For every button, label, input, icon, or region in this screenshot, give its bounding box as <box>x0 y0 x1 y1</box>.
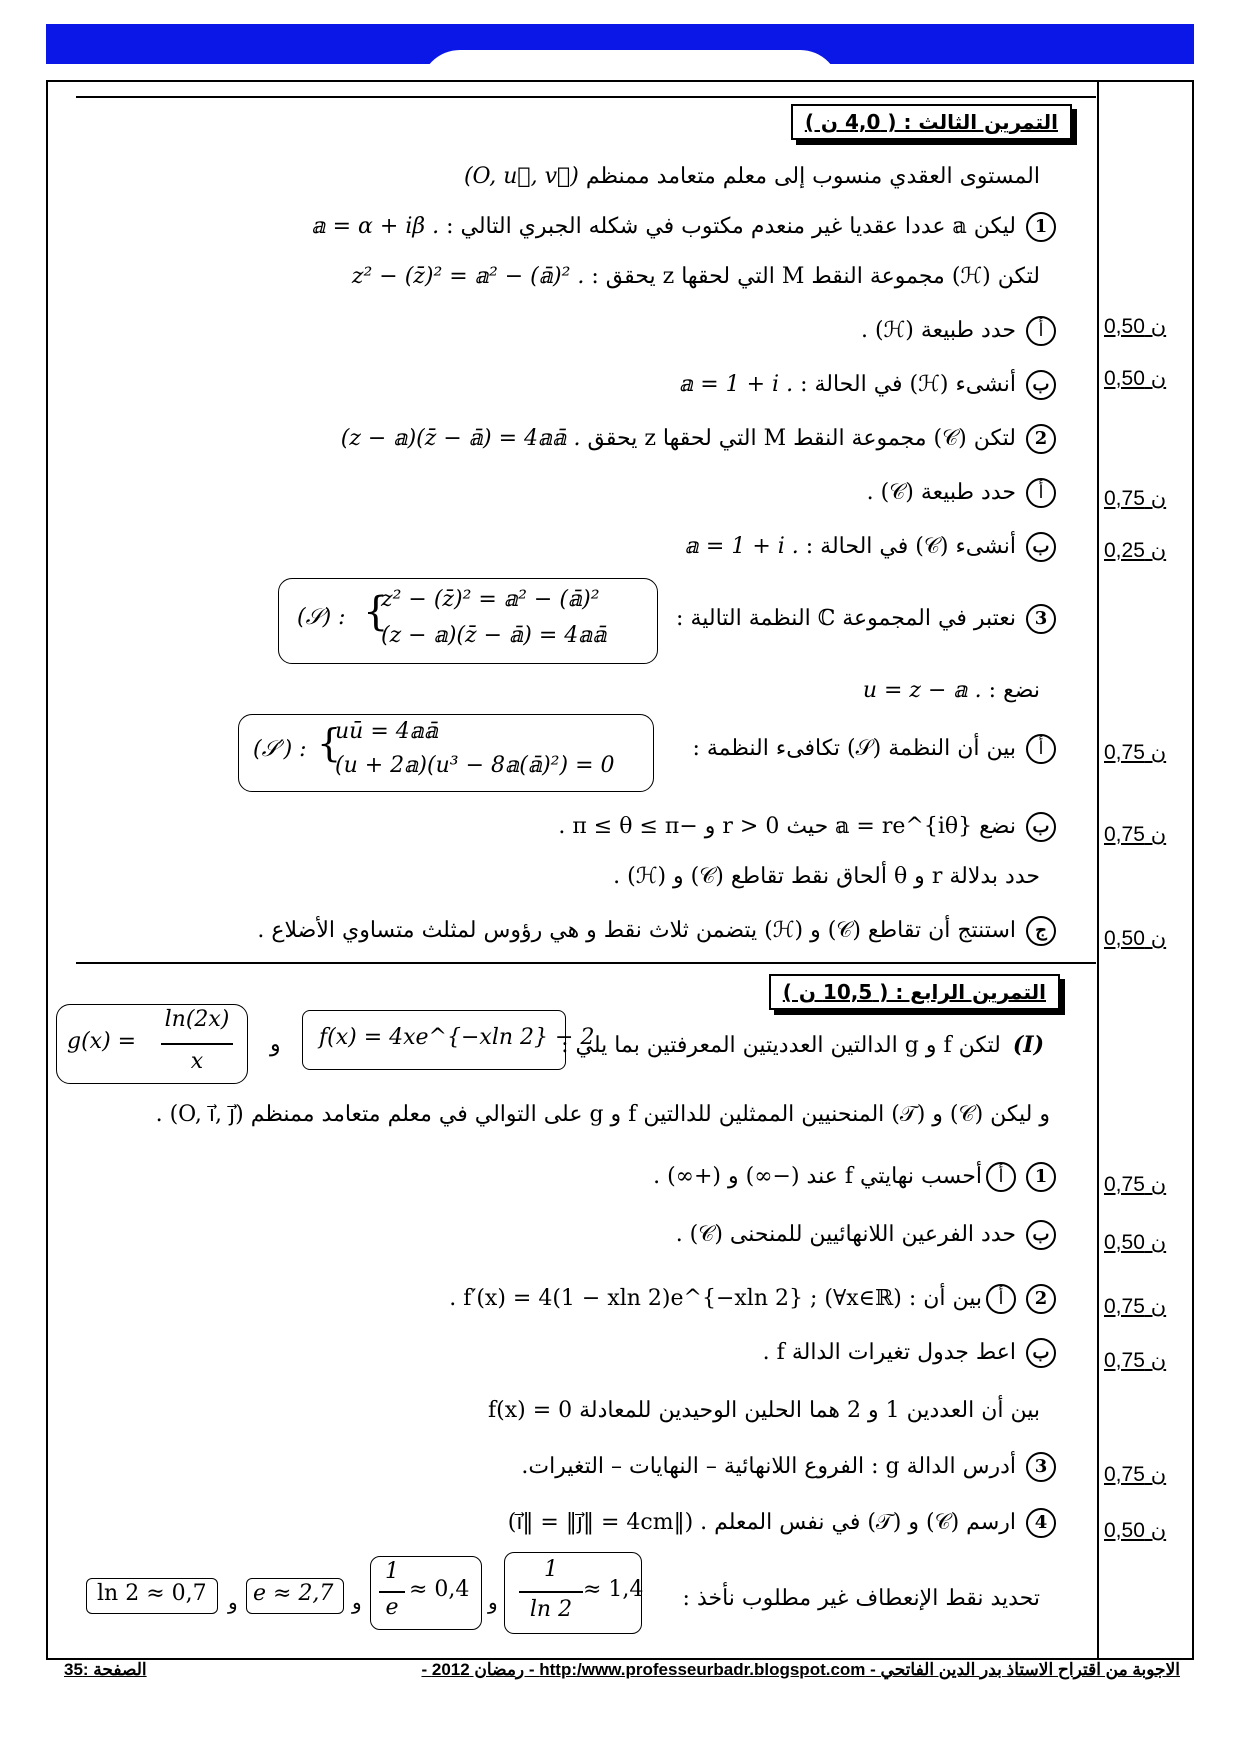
mark: ن 0,50 <box>1104 367 1167 390</box>
ex3-q1-line2: لتكن (ℋ) مجموعة النقط M التي لحقها z يحقق : z² − (z̄)² = 𝕒² − (𝕒̄)² . <box>351 264 1040 289</box>
ex3-q3c: جاستنتج أن تقاطع (𝒞) و (ℋ) يتضمن ثلاث نقط و هي رؤوس لمثلث متساوي الأضلاع . <box>257 916 1056 946</box>
exercise4-title: التمرين الرابع : ( 10,5 ن ) <box>769 974 1060 1010</box>
approx-ln2: ln 2 ≈ 0,7 <box>86 1578 218 1614</box>
approx-inv-ln2: 1 ln 2 ≈ 1,4 <box>504 1552 642 1634</box>
approx-inv-e: 1 e ≈ 0,4 <box>370 1556 482 1630</box>
marks-column-divider <box>1097 80 1099 1660</box>
mark: ن 0,75 <box>1104 1295 1167 1318</box>
ex4-intro: (I)لتكن f و g الدالتين العدديتين المعرفتين بما يلي : <box>561 1032 1044 1058</box>
ex4-q1b: بحدد الفرعين اللانهائيين للمنحنى (𝒞) . <box>676 1220 1056 1250</box>
exercise3-title: التمرين الثالث : ( 4,0 ن ) <box>791 104 1072 140</box>
mark: ن 0,75 <box>1104 1173 1167 1196</box>
footer-page-number: الصفحة :35 <box>64 1660 147 1679</box>
ex3-q2: 2لتكن (𝒞) مجموعة النقط M التي لحقها z يحقق (z − 𝕒)(z̄ − 𝕒̄) = 4𝕒𝕒̄ . <box>341 424 1056 454</box>
ex4-q2: 2أبين أن : f′(x) = 4(1 − xln 2)e^{−xln 2} ; (∀x∈ℝ) . <box>449 1284 1056 1314</box>
system-S-prime-box: (𝒮′) : { uū = 4𝕒𝕒̄ (u + 2𝕒)(u³ − 8𝕒(𝕒̄)²) = 0 <box>238 714 654 792</box>
header-bar <box>46 24 1194 64</box>
top-rule <box>76 96 1096 98</box>
ex4-q4: 4ارسم (𝒞) و (𝒯) في نفس المعلم . (‖ı⃗‖ = ‖ȷ⃗‖ = 4cm) <box>508 1508 1056 1538</box>
ex4-q2b: باعط جدول تغيرات الدالة f . <box>763 1338 1056 1368</box>
mark: ن 0,75 <box>1104 823 1167 846</box>
mark: ن 0,75 <box>1104 741 1167 764</box>
ex3-q3a: أبين أن النظمة (𝒮) تكافىء النظمة : <box>692 734 1056 764</box>
mark: ن 0,25 <box>1104 539 1167 562</box>
g-definition-box: g(x) = ln(2x) x <box>56 1004 248 1084</box>
ex3-q3-pose: نضع : u = z − 𝕒 . <box>862 678 1040 703</box>
and-word-3: و <box>352 1590 362 1614</box>
mark: ن 0,50 <box>1104 1231 1167 1254</box>
ex4-q3: 3أدرس الدالة g : الفروع اللانهائية – النهايات – التغيرات. <box>521 1452 1056 1482</box>
ex3-intro: المستوى العقدي منسوب إلى معلم متعامد ممنظم (O, u⃗, v⃗) <box>463 164 1040 189</box>
ex3-q3b-line2: حدد بدلالة r و θ ألحاق نقط تقاطع (𝒞) و (ℋ) . <box>613 864 1040 889</box>
section-rule <box>76 962 1096 964</box>
ex3-q1: 1ليكن 𝕒 عددا عقديا غير منعدم مكتوب في شكله الجبري التالي : 𝕒 = α + iβ . <box>311 212 1056 242</box>
ex3-q3b: بنضع 𝕒 = re^{iθ} حيث r > 0 و −π ≤ θ ≤ π . <box>558 812 1056 842</box>
ex3-q3: 3نعتبر في المجموعة ℂ النظمة التالية : <box>676 604 1056 634</box>
mark: ن 0,50 <box>1104 927 1167 950</box>
mark: ن 0,50 <box>1104 315 1167 338</box>
mark: ن 0,75 <box>1104 487 1167 510</box>
approx-e: e ≈ 2,7 <box>246 1578 344 1614</box>
ex3-q1b: بأنشىء (ℋ) في الحالة : 𝕒 = 1 + i . <box>679 370 1056 400</box>
ex4-q1: 1أأحسب نهايتي f عند (−∞) و (+∞) . <box>653 1162 1056 1192</box>
ex3-q2b: بأنشىء (𝒞) في الحالة : 𝕒 = 1 + i . <box>685 532 1056 562</box>
system-S-box: (𝒮) : { z² − (z̄)² = 𝕒² − (𝕒̄)² (z − 𝕒)(z̄ − 𝕒̄) = 4𝕒𝕒̄ <box>278 578 658 664</box>
mark: ن 0,50 <box>1104 1519 1167 1542</box>
ex4-hint: تحديد نقط الإنعطاف غير مطلوب نأخذ : <box>682 1586 1040 1611</box>
ex3-q2a: أحدد طبيعة (𝒞) . <box>867 478 1056 508</box>
ex3-q1a: أحدد طبيعة (ℋ) . <box>861 316 1056 346</box>
and-word: و <box>270 1032 281 1057</box>
mark: ن 0,75 <box>1104 1349 1167 1372</box>
f-definition-box: f(x) = 4xe^{−xln 2} − 2 <box>302 1010 566 1070</box>
ex4-intro2: و ليكن (𝒞) و (𝒯) المنحنيين الممثلين للدالتين f و g على التوالي في معلم متعامد ممنظم (O, ı⃗, ȷ⃗) . <box>155 1102 1050 1127</box>
mark: ن 0,75 <box>1104 1463 1167 1486</box>
footer-source: الاجوبة من اقتراح الاستاذ بدر الدين الفاتحي - http:/www.professeurbadr.blogspot.com - رمضان 2012 - <box>421 1660 1180 1679</box>
and-word-2: و <box>488 1590 498 1614</box>
and-word-4: و <box>228 1590 238 1614</box>
ex4-q2c: بين أن العددين 1 و 2 هما الحلين الوحيدين للمعادلة f(x) = 0 <box>488 1398 1040 1423</box>
